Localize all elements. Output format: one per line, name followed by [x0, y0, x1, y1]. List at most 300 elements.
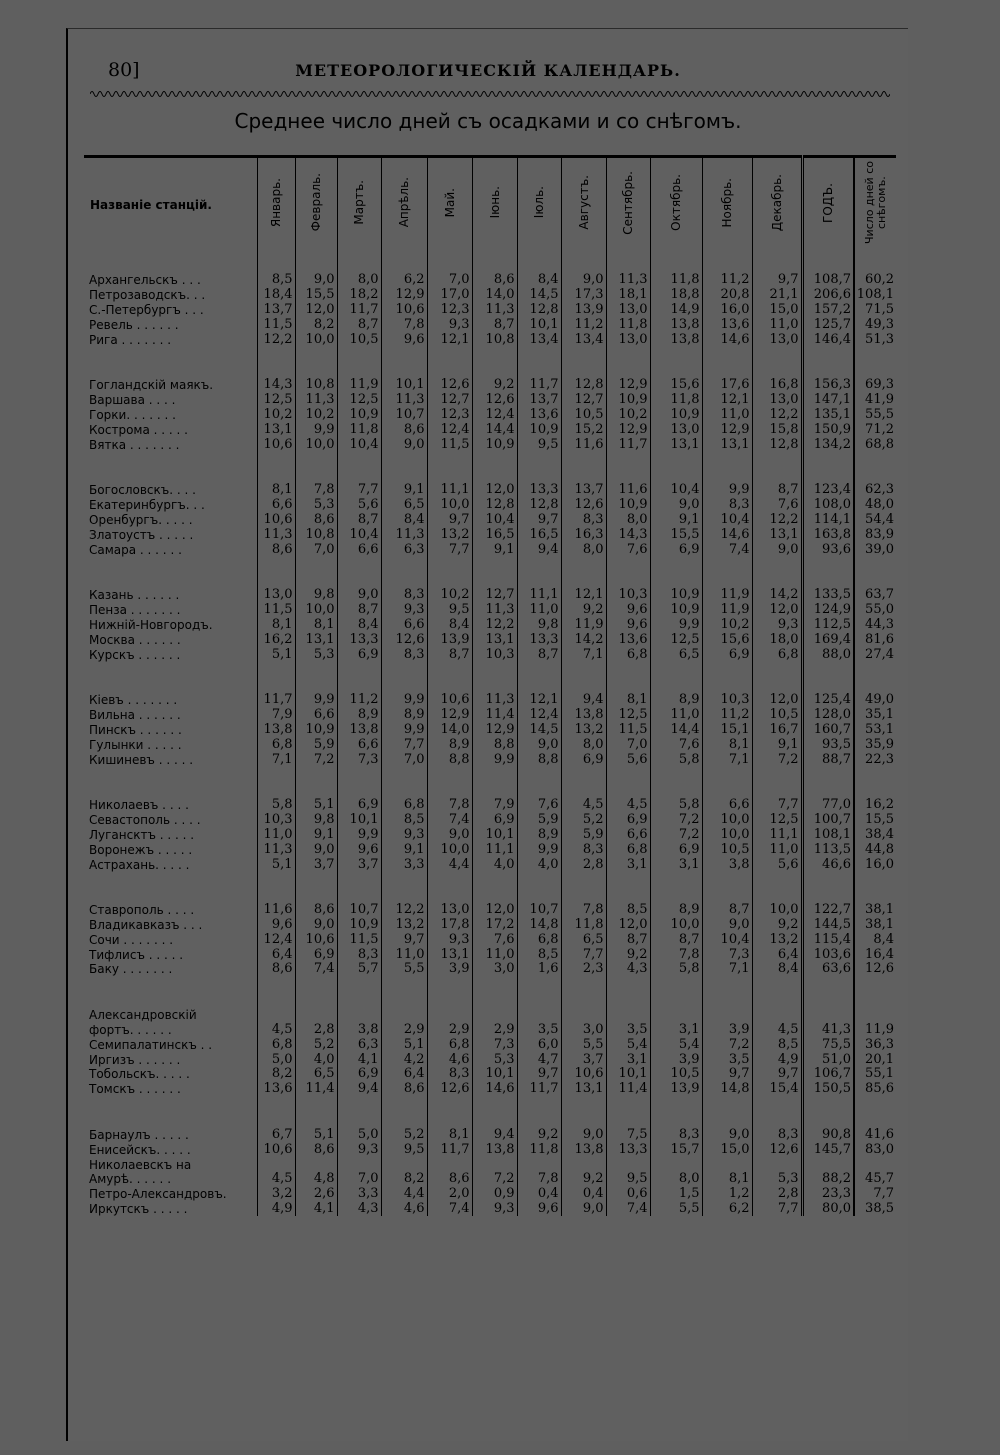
month-value: 8,7: [702, 903, 752, 918]
spacer-cell: [337, 557, 381, 588]
month-value: 11,0: [650, 708, 702, 723]
month-value: 12,8: [561, 378, 606, 393]
month-value: 13,7: [517, 393, 561, 408]
snow-days: 71,2: [854, 422, 896, 437]
month-value: 7,0: [427, 273, 472, 288]
month-value: 9,2: [472, 378, 517, 393]
month-value: 3,5: [517, 1023, 561, 1038]
month-value: 10,1: [606, 1067, 650, 1082]
spacer-cell: [295, 251, 337, 273]
spacer-cell: [427, 1097, 472, 1128]
month-value: 8,7: [337, 603, 381, 618]
station-name: Барнаулъ . . . . .: [89, 1128, 189, 1143]
table-row: [84, 498, 896, 513]
station-name: Петрозаводскъ. . .: [89, 288, 206, 303]
snow-days: 11,9: [854, 1023, 896, 1038]
month-value: 10,6: [257, 437, 295, 452]
station-name: С.-Петербургъ . . .: [89, 302, 204, 317]
spacer-cell: [802, 662, 854, 693]
month-value: 8,6: [295, 1142, 337, 1157]
month-value: 10,8: [472, 332, 517, 347]
station-column-header: Названіе станцій.: [84, 157, 257, 252]
month-value: 7,4: [606, 1202, 650, 1217]
table-row: [84, 483, 896, 498]
spacer-cell: [517, 872, 561, 903]
month-value: 10,4: [650, 483, 702, 498]
station-name: Кіевъ . . . . . . .: [89, 693, 178, 708]
group-spacer: [84, 767, 896, 798]
month-value: [472, 1157, 517, 1172]
spacer-cell: [802, 452, 854, 483]
month-value: 9,9: [381, 723, 427, 738]
station-name: Екатеринбургъ. . .: [89, 498, 205, 513]
year-total: 147,1: [802, 393, 854, 408]
month-value: 12,0: [752, 693, 802, 708]
month-value: 0,4: [561, 1187, 606, 1202]
station-name: Баку . . . . . . .: [89, 962, 173, 977]
month-value: 6,6: [257, 498, 295, 513]
spacer-cell: [295, 872, 337, 903]
month-value: 8,2: [295, 317, 337, 332]
snow-days: [854, 1008, 896, 1023]
year-total: 77,0: [802, 798, 854, 813]
spacer-cell: [854, 872, 896, 903]
month-value: 8,5: [752, 1037, 802, 1052]
month-value: 9,1: [381, 842, 427, 857]
month-value: 13,1: [295, 632, 337, 647]
month-value: 9,6: [381, 332, 427, 347]
month-value: 7,8: [517, 1172, 561, 1187]
station-name: Кишиневъ . . . . .: [89, 752, 194, 767]
month-value: 0,9: [472, 1187, 517, 1202]
month-value: 12,9: [606, 422, 650, 437]
month-value: 11,3: [295, 393, 337, 408]
month-value: 12,1: [427, 332, 472, 347]
month-value: 3,9: [650, 1052, 702, 1067]
month-value: 6,5: [381, 498, 427, 513]
month-value: 12,4: [472, 408, 517, 423]
snow-days: 55,0: [854, 603, 896, 618]
table-row: [84, 1128, 896, 1143]
month-value: 12,8: [517, 303, 561, 318]
month-value: 10,4: [702, 933, 752, 948]
month-value: 7,6: [606, 542, 650, 557]
spacer-cell: [257, 977, 295, 1008]
year-total: [802, 1008, 854, 1023]
snow-days: [854, 1157, 896, 1172]
month-value: 9,8: [517, 618, 561, 633]
month-label: Мартъ.: [352, 180, 366, 225]
month-value: 6,2: [702, 1202, 752, 1217]
month-value: 12,2: [752, 513, 802, 528]
month-value: 9,0: [561, 1128, 606, 1143]
month-value: 12,2: [381, 903, 427, 918]
month-value: 8,0: [561, 737, 606, 752]
month-value: 6,8: [427, 1037, 472, 1052]
month-value: 5,5: [650, 1202, 702, 1217]
month-value: 12,4: [517, 708, 561, 723]
month-value: 12,7: [561, 393, 606, 408]
month-value: 13,1: [472, 632, 517, 647]
spacer-cell: [84, 557, 257, 588]
station-name: Пинскъ . . . . . .: [89, 722, 182, 737]
month-value: 13,0: [650, 422, 702, 437]
spacer-cell: [257, 557, 295, 588]
month-value: [561, 1008, 606, 1023]
month-value: 12,8: [752, 437, 802, 452]
spacer-cell: [752, 452, 802, 483]
month-value: 11,5: [257, 317, 295, 332]
spacer-cell: [561, 347, 606, 378]
month-value: 13,2: [381, 918, 427, 933]
year-total: 112,5: [802, 618, 854, 633]
spacer-cell: [606, 452, 650, 483]
month-value: 7,1: [561, 647, 606, 662]
spacer-cell: [606, 767, 650, 798]
station-name: Богословскъ. . . .: [89, 483, 196, 498]
spacer-cell: [257, 1097, 295, 1128]
month-value: 2,9: [472, 1023, 517, 1038]
month-value: 3,7: [561, 1052, 606, 1067]
month-value: 17,3: [561, 288, 606, 303]
month-value: 13,1: [561, 1082, 606, 1097]
month-value: 12,0: [606, 918, 650, 933]
month-value: 1,6: [517, 962, 561, 977]
month-value: 12,9: [472, 723, 517, 738]
month-header: [517, 157, 561, 252]
snow-days: 69,3: [854, 378, 896, 393]
table-row: [84, 933, 896, 948]
month-value: 10,8: [295, 378, 337, 393]
month-value: 13,0: [752, 393, 802, 408]
year-total: 135,1: [802, 408, 854, 423]
year-total: 146,4: [802, 332, 854, 347]
month-value: 10,0: [295, 437, 337, 452]
month-value: 10,2: [295, 408, 337, 423]
station-name: Иргизъ . . . . . .: [89, 1052, 181, 1067]
month-value: 13,8: [561, 708, 606, 723]
month-value: 8,4: [337, 618, 381, 633]
month-value: 6,8: [606, 647, 650, 662]
month-value: 7,6: [517, 798, 561, 813]
month-value: 15,5: [650, 527, 702, 542]
year-total: 108,0: [802, 498, 854, 513]
month-value: 10,7: [517, 903, 561, 918]
year-total: 93,6: [802, 542, 854, 557]
month-label: Май.: [442, 187, 457, 218]
month-value: 6,6: [337, 737, 381, 752]
month-value: 10,1: [472, 1067, 517, 1082]
year-total: 124,9: [802, 603, 854, 618]
month-value: 10,3: [472, 647, 517, 662]
year-total: 125,4: [802, 693, 854, 708]
spacer-cell: [854, 452, 896, 483]
table-row: [84, 857, 896, 872]
month-value: 11,0: [752, 842, 802, 857]
spacer-cell: [606, 1097, 650, 1128]
spacer-cell: [337, 251, 381, 273]
month-value: 11,0: [752, 317, 802, 332]
spacer-cell: [84, 251, 257, 273]
month-value: 6,5: [650, 647, 702, 662]
table-row: [84, 918, 896, 933]
month-value: 9,0: [752, 542, 802, 557]
month-value: 8,4: [381, 513, 427, 528]
month-value: 5,8: [650, 962, 702, 977]
month-value: 9,7: [752, 1067, 802, 1082]
month-value: 10,4: [337, 527, 381, 542]
snow-days: 71,5: [854, 303, 896, 318]
month-value: 16,7: [752, 723, 802, 738]
snow-days: 60,2: [854, 273, 896, 288]
year-header: [802, 157, 854, 252]
spacer-cell: [472, 251, 517, 273]
month-value: 13,1: [257, 422, 295, 437]
month-value: 11,2: [702, 273, 752, 288]
month-value: 8,9: [650, 903, 702, 918]
station-name: Рига . . . . . . .: [89, 332, 172, 347]
month-value: 10,9: [606, 393, 650, 408]
book-page: [66, 28, 908, 1441]
month-value: 9,2: [561, 603, 606, 618]
snow-days: 8,4: [854, 933, 896, 948]
month-value: 11,3: [381, 393, 427, 408]
station-name: Самара . . . . . .: [89, 542, 182, 557]
month-value: 6,3: [381, 542, 427, 557]
year-total: 134,2: [802, 437, 854, 452]
month-value: 10,1: [337, 813, 381, 828]
month-value: [337, 1157, 381, 1172]
station-name: Варшава . . . .: [89, 393, 176, 408]
month-value: 5,4: [650, 1037, 702, 1052]
month-value: 8,3: [561, 842, 606, 857]
table-row: [84, 513, 896, 528]
month-value: 8,3: [337, 947, 381, 962]
month-value: 9,4: [337, 1082, 381, 1097]
month-value: 11,1: [427, 483, 472, 498]
month-value: 15,8: [752, 422, 802, 437]
month-value: 6,9: [337, 798, 381, 813]
table-row: [84, 708, 896, 723]
month-value: [517, 1008, 561, 1023]
spacer-cell: [472, 662, 517, 693]
spacer-cell: [650, 557, 702, 588]
spacer-cell: [295, 557, 337, 588]
month-value: 8,3: [561, 513, 606, 528]
spacer-cell: [295, 347, 337, 378]
group-spacer: [84, 662, 896, 693]
month-value: 8,9: [650, 693, 702, 708]
month-value: 6,4: [381, 1067, 427, 1082]
year-total: 150,5: [802, 1082, 854, 1097]
month-value: 11,0: [381, 947, 427, 962]
table-row: [84, 1157, 896, 1172]
month-value: 13,2: [561, 723, 606, 738]
month-value: 12,6: [427, 1082, 472, 1097]
month-value: 10,3: [257, 813, 295, 828]
month-value: 8,5: [517, 947, 561, 962]
month-value: 6,8: [752, 647, 802, 662]
table-row: [84, 588, 896, 603]
month-value: 4,9: [752, 1052, 802, 1067]
month-value: 13,0: [752, 332, 802, 347]
month-value: 3,7: [337, 857, 381, 872]
month-value: 9,6: [606, 603, 650, 618]
spacer-cell: [650, 767, 702, 798]
spacer-cell: [257, 767, 295, 798]
month-value: 10,6: [427, 693, 472, 708]
month-value: 4,0: [472, 857, 517, 872]
month-value: 8,7: [337, 513, 381, 528]
month-value: 4,5: [606, 798, 650, 813]
station-name: Вятка . . . . . . .: [89, 437, 180, 452]
month-value: 15,0: [702, 1142, 752, 1157]
spacer-cell: [752, 1097, 802, 1128]
month-header: [606, 157, 650, 252]
month-value: 4,2: [381, 1052, 427, 1067]
spacer-cell: [752, 347, 802, 378]
month-value: 9,0: [427, 828, 472, 843]
month-value: 13,7: [257, 303, 295, 318]
station-name: Ставрополь . . . .: [89, 903, 195, 918]
month-value: 7,2: [295, 752, 337, 767]
month-value: 15,1: [702, 723, 752, 738]
station-name: Енисейскъ. . . . .: [89, 1142, 191, 1157]
spacer-cell: [295, 977, 337, 1008]
month-value: 12,0: [472, 903, 517, 918]
month-value: 11,3: [257, 842, 295, 857]
year-total: 108,7: [802, 273, 854, 288]
spacer-cell: [517, 977, 561, 1008]
table-row: [84, 828, 896, 843]
month-value: 12,7: [472, 588, 517, 603]
month-value: 3,1: [606, 1052, 650, 1067]
month-value: 14,6: [472, 1082, 517, 1097]
table-row: [84, 798, 896, 813]
year-total: [802, 1157, 854, 1172]
month-value: 6,8: [257, 1037, 295, 1052]
table-row: [84, 603, 896, 618]
month-value: 11,1: [472, 842, 517, 857]
month-value: 14,6: [702, 527, 752, 542]
month-value: 9,4: [561, 693, 606, 708]
month-value: 2,9: [381, 1023, 427, 1038]
month-value: 8,1: [702, 737, 752, 752]
month-value: 7,2: [650, 813, 702, 828]
month-value: 13,8: [561, 1142, 606, 1157]
spacer-cell: [517, 767, 561, 798]
spacer-cell: [381, 452, 427, 483]
month-value: [427, 1008, 472, 1023]
month-value: 5,1: [295, 1128, 337, 1143]
spacer-cell: [381, 977, 427, 1008]
month-value: 10,1: [517, 317, 561, 332]
month-value: 9,3: [472, 1202, 517, 1217]
table-row: [84, 273, 896, 288]
snow-days: 85,6: [854, 1082, 896, 1097]
month-value: 9,3: [752, 618, 802, 633]
month-value: 9,3: [427, 317, 472, 332]
month-header: [702, 157, 752, 252]
month-value: 9,0: [650, 498, 702, 513]
month-value: 7,3: [337, 752, 381, 767]
month-value: 16,5: [517, 527, 561, 542]
month-value: 6,5: [295, 1067, 337, 1082]
spacer-cell: [472, 767, 517, 798]
group-spacer: [84, 1097, 896, 1128]
month-value: 5,2: [561, 813, 606, 828]
month-value: 8,1: [702, 1172, 752, 1187]
spacer-cell: [561, 452, 606, 483]
month-value: 13,3: [337, 632, 381, 647]
table-row: [84, 962, 896, 977]
month-value: 3,5: [702, 1052, 752, 1067]
table-row: [84, 527, 896, 542]
month-value: 9,1: [295, 828, 337, 843]
snow-days: 83,9: [854, 527, 896, 542]
month-value: 11,8: [650, 273, 702, 288]
month-header: [337, 157, 381, 252]
month-value: 10,2: [702, 618, 752, 633]
month-value: 5,1: [295, 798, 337, 813]
month-value: 7,2: [650, 828, 702, 843]
month-value: 10,1: [472, 828, 517, 843]
month-value: 10,5: [752, 708, 802, 723]
year-total: 100,7: [802, 813, 854, 828]
spacer-cell: [337, 872, 381, 903]
month-value: 8,6: [381, 422, 427, 437]
spacer-cell: [802, 557, 854, 588]
station-name: Тобольскъ. . . . .: [89, 1067, 190, 1082]
snow-days: 22,3: [854, 752, 896, 767]
month-value: 11,6: [606, 483, 650, 498]
month-value: 9,6: [337, 842, 381, 857]
month-value: 13,8: [650, 332, 702, 347]
spacer-cell: [257, 347, 295, 378]
station-name: Москва . . . . . .: [89, 632, 181, 647]
month-value: 3,8: [702, 857, 752, 872]
month-value: 6,5: [561, 933, 606, 948]
month-value: 9,0: [561, 273, 606, 288]
month-value: 4,3: [337, 1202, 381, 1217]
month-value: 11,0: [257, 828, 295, 843]
spacer-cell: [517, 347, 561, 378]
month-value: 7,0: [381, 752, 427, 767]
month-value: 9,0: [295, 842, 337, 857]
month-value: 10,2: [257, 408, 295, 423]
month-label: Декабрь.: [769, 173, 784, 232]
group-spacer: [84, 872, 896, 903]
spacer-cell: [427, 452, 472, 483]
month-value: 6,4: [752, 947, 802, 962]
month-value: 4,4: [381, 1187, 427, 1202]
month-value: 12,3: [427, 303, 472, 318]
month-value: 5,6: [606, 752, 650, 767]
spacer-cell: [802, 347, 854, 378]
spacer-cell: [472, 872, 517, 903]
snow-days: 83,0: [854, 1142, 896, 1157]
month-value: 8,5: [606, 903, 650, 918]
month-label: Августъ.: [576, 175, 591, 230]
year-total: 128,0: [802, 708, 854, 723]
month-value: 8,7: [606, 933, 650, 948]
month-value: 13,8: [650, 317, 702, 332]
month-value: 14,4: [650, 723, 702, 738]
spacer-cell: [561, 1097, 606, 1128]
spacer-cell: [802, 977, 854, 1008]
month-value: 20,8: [702, 288, 752, 303]
table-row: [84, 1142, 896, 1157]
